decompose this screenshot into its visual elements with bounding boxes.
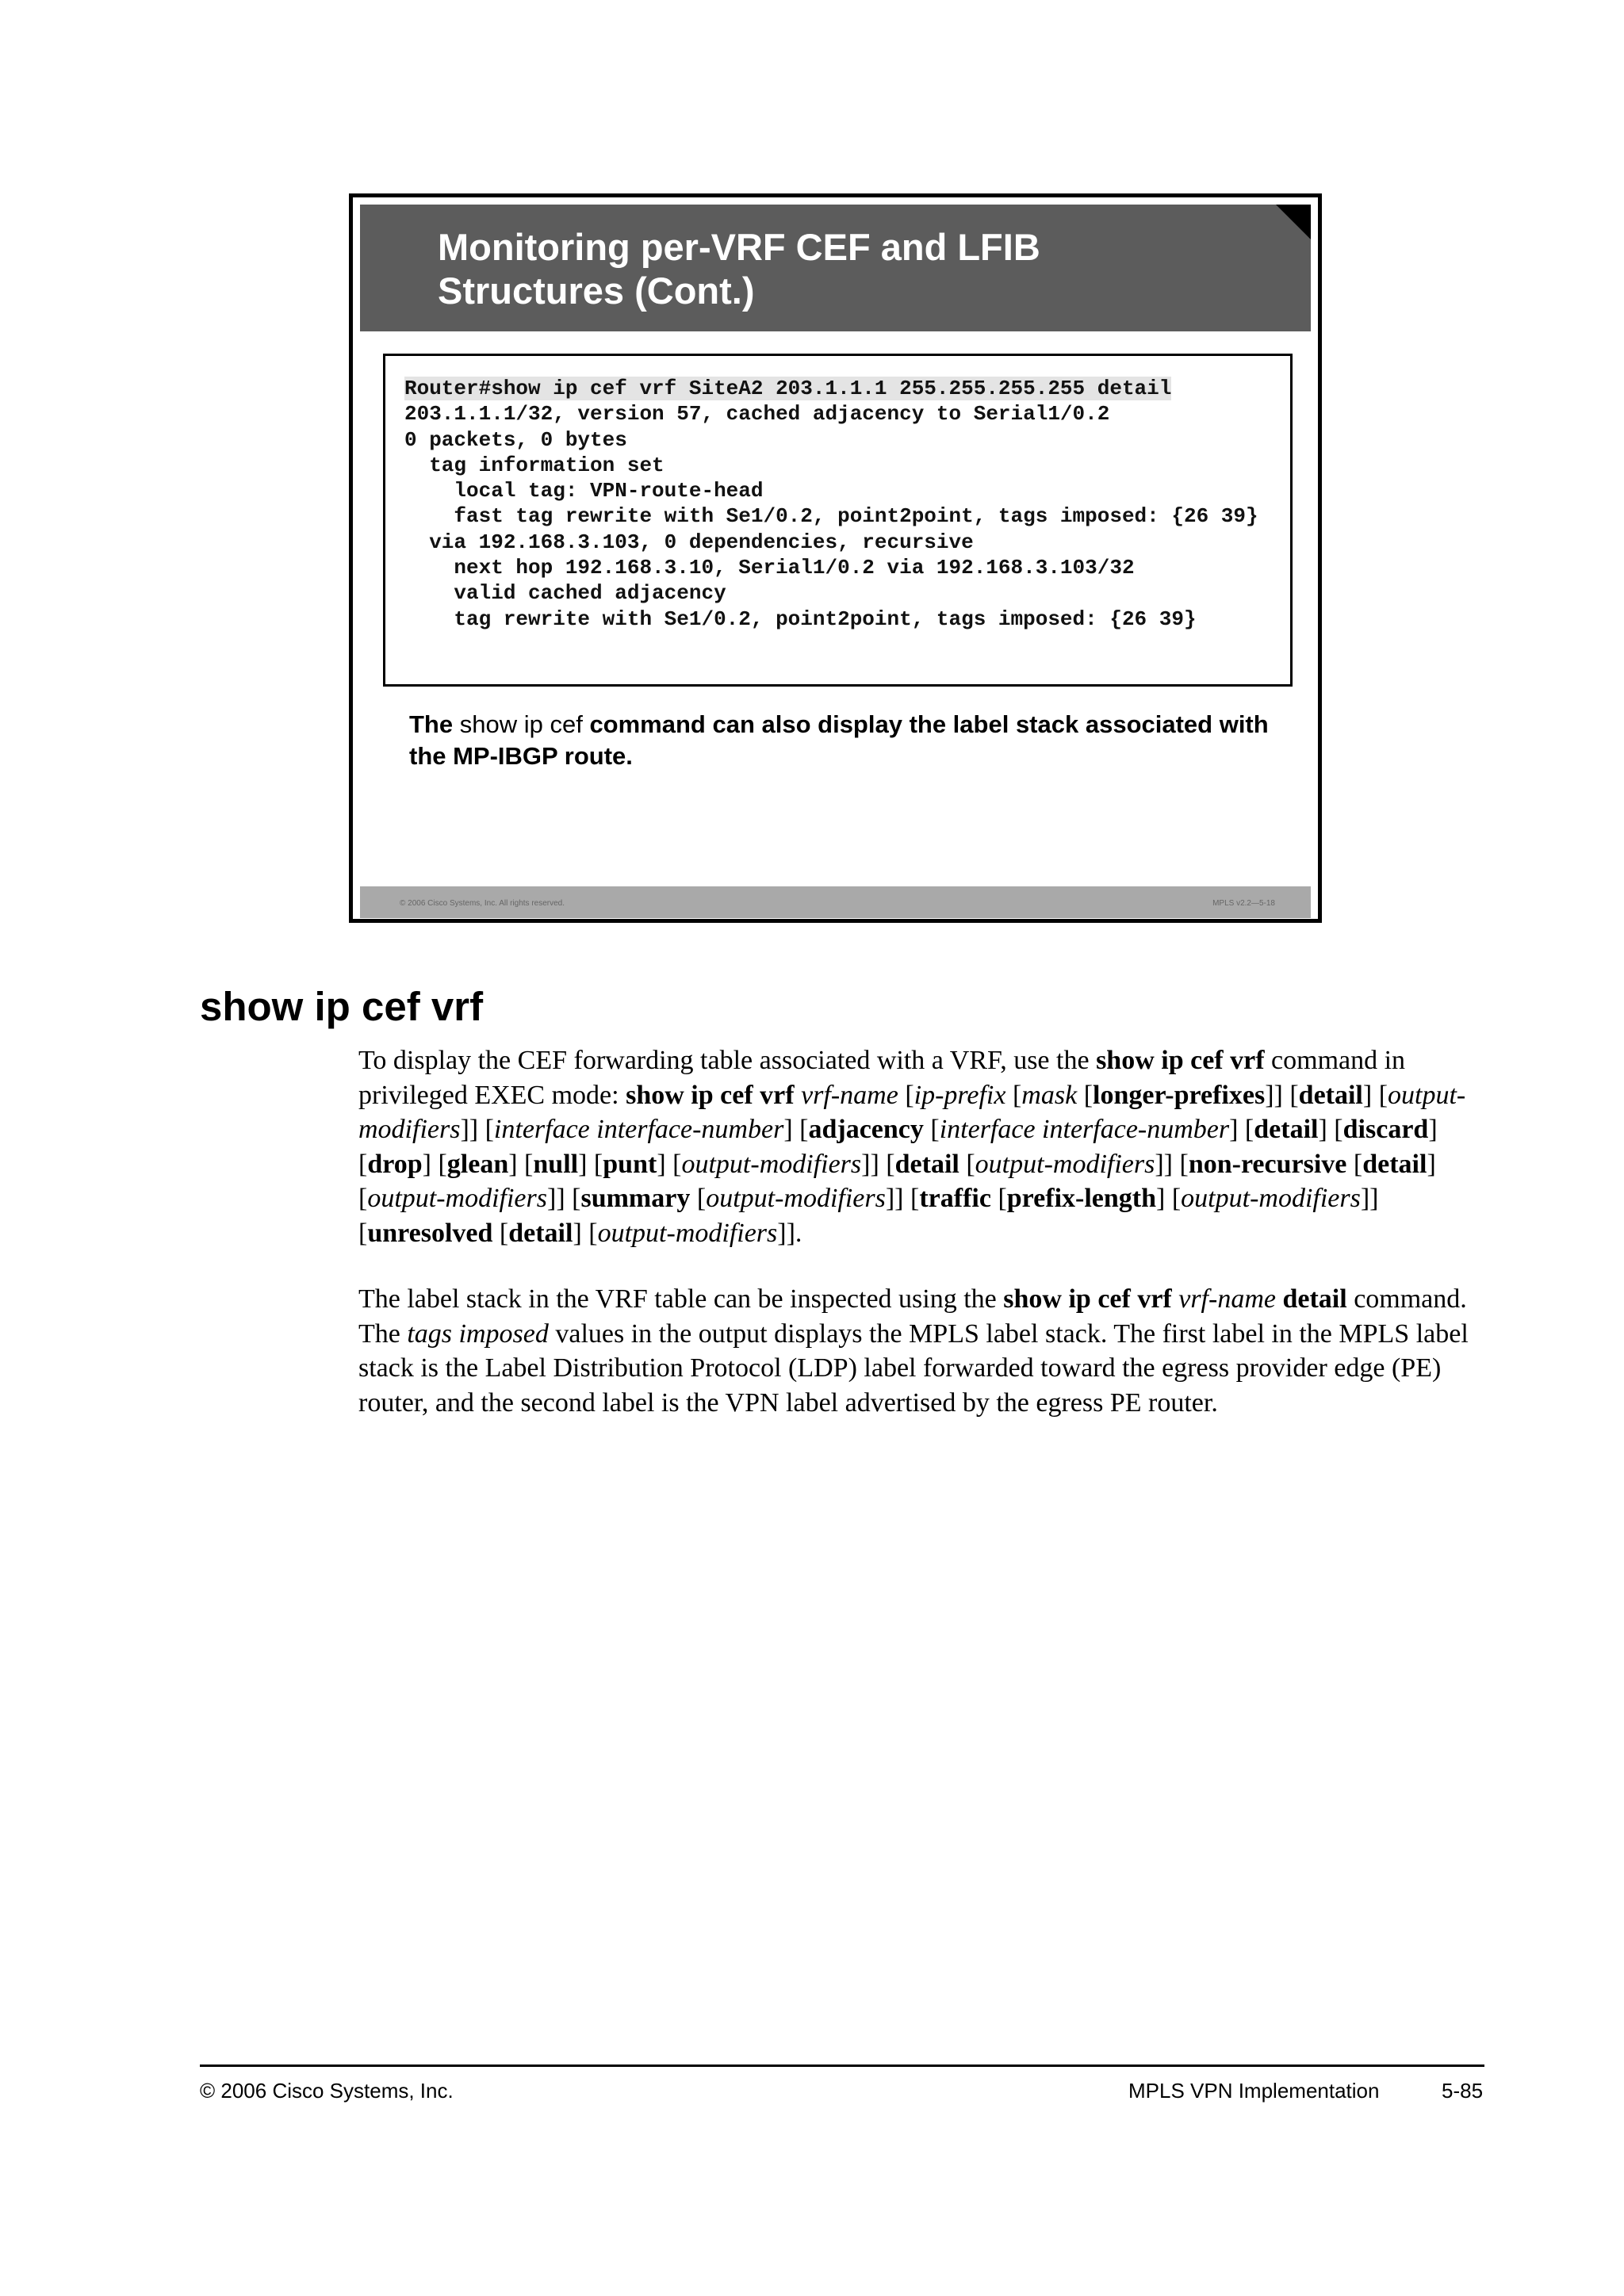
text-run: discard: [1342, 1115, 1429, 1144]
text-run: To display the CEF forwarding table associated with a VRF, use the: [358, 1046, 1097, 1075]
text-run: detail: [1362, 1149, 1427, 1179]
section-heading: show ip cef vrf: [200, 984, 484, 1029]
page-footer-copyright: © 2006 Cisco Systems, Inc.: [200, 2079, 454, 2103]
text-run: ]] [: [885, 1184, 920, 1213]
paragraph-label-stack: [358, 1282, 1484, 1420]
text-run: ] [: [578, 1149, 603, 1179]
text-run: ] [: [1318, 1115, 1343, 1144]
text-run: traffic: [919, 1184, 991, 1213]
text-run: output-modifiers: [1181, 1184, 1361, 1213]
code-output: [404, 376, 1258, 632]
text-run: ] [: [1229, 1115, 1254, 1144]
text-run: ] [: [1362, 1080, 1388, 1110]
text-run: null: [533, 1149, 579, 1179]
text-run: ]] [: [358, 1184, 1379, 1248]
slide-header: [360, 205, 1311, 331]
text-run: mask: [1021, 1080, 1078, 1110]
text-run: ]] [: [1155, 1149, 1189, 1179]
slide-footer-copyright: © 2006 Cisco Systems, Inc. All rights reserved.: [400, 899, 565, 908]
text-run: ] [: [358, 1149, 1436, 1213]
code-line: valid cached adjacency: [404, 581, 726, 606]
text-run: tags imposed: [407, 1318, 549, 1349]
code-line: tag rewrite with Se1/0.2, point2point, tags imposed: {26 39}: [404, 607, 1197, 631]
text-run: command in privileged EXEC mode:: [358, 1046, 1406, 1110]
text-run: detail: [1254, 1115, 1319, 1144]
code-line: tag information set: [404, 453, 665, 477]
text-run: show ip cef vrf: [1096, 1046, 1265, 1075]
text-run: show ip cef vrf: [1003, 1284, 1172, 1314]
page-footer-title: MPLS VPN Implementation: [1128, 2079, 1380, 2103]
text-run: [: [1077, 1080, 1094, 1110]
text-run: [: [959, 1149, 975, 1179]
text-run: output-modifiers: [975, 1149, 1155, 1179]
text-run: [1172, 1284, 1179, 1314]
text-run: ip-prefix: [914, 1080, 1006, 1110]
footer-rule: [200, 2064, 1484, 2067]
page-number: 5-85: [1442, 2079, 1484, 2103]
text-run: show ip cef vrf: [626, 1080, 795, 1110]
code-line: 0 packets, 0 bytes: [404, 427, 627, 452]
text-run: detail: [508, 1218, 573, 1248]
text-run: The label stack in the VRF table can be inspected using the: [358, 1284, 1004, 1314]
text-run: prefix-length: [1006, 1184, 1157, 1213]
slide-title-line2: Structures (Cont.): [438, 270, 755, 312]
slide-footer-id: MPLS v2.2—5-18: [1212, 899, 1275, 908]
slide-title-line1: Monitoring per-VRF CEF and LFIB: [438, 226, 1040, 268]
caption-part3: command can also display the label stack associated with the MP-IBGP route.: [409, 710, 1269, 770]
code-line: local tag: VPN-route-head: [404, 479, 764, 503]
text-run: [: [492, 1218, 509, 1248]
code-line: next hop 192.168.3.10, Serial1/0.2 via 192.168.3.103/32: [404, 556, 1135, 580]
text-run: ]] [: [1265, 1080, 1299, 1110]
text-run: summary: [580, 1184, 691, 1213]
text-run: values in the output displays the MPLS label stack. The first label in the MPLS label stack is the Label Distribution Protocol (LDP) label forwarded toward the egress provider edge (PE) router, and the second label is the VPN label advertised by the egress PE router.: [358, 1318, 1469, 1418]
text-run: vrf-name: [801, 1080, 898, 1110]
text-run: command. The: [358, 1284, 1467, 1349]
slide-title: [438, 225, 1216, 312]
text-run: output-modifiers: [706, 1184, 886, 1213]
code-output-box: [383, 354, 1293, 687]
text-run: longer-prefixes: [1093, 1080, 1266, 1110]
text-run: unresolved: [367, 1218, 493, 1248]
text-run: detail: [1282, 1284, 1347, 1314]
text-run: ] [: [422, 1149, 447, 1179]
text-run: detail: [894, 1149, 959, 1179]
text-run: detail: [1298, 1080, 1363, 1110]
text-run: interface interface-number: [493, 1115, 784, 1144]
caption-part2: show ip cef: [453, 710, 590, 738]
code-line: 203.1.1.1/32, version 57, cached adjacency to Serial1/0.2: [404, 402, 1110, 427]
text-run: interface interface-number: [939, 1115, 1230, 1144]
text-run: ] [: [657, 1149, 682, 1179]
text-run: adjacency: [808, 1115, 924, 1144]
code-line: Router#show ip cef vrf SiteA2 203.1.1.1 255.255.255.255 detail: [404, 377, 1172, 400]
text-run: non-recursive: [1188, 1149, 1347, 1179]
text-run: ] [: [358, 1115, 1438, 1179]
text-run: output-modifiers: [367, 1184, 547, 1213]
text-run: ]].: [777, 1218, 802, 1248]
slide-caption: [409, 709, 1281, 772]
text-run: drop: [367, 1149, 423, 1179]
text-run: [795, 1081, 802, 1110]
text-run: output-modifiers: [681, 1149, 862, 1179]
text-run: vrf-name: [1178, 1284, 1276, 1314]
text-run: ] [: [573, 1218, 598, 1248]
text-run: ] [: [783, 1115, 809, 1144]
text-run: ]] [: [547, 1184, 581, 1213]
text-run: [: [1005, 1080, 1022, 1110]
text-run: [: [898, 1080, 914, 1110]
text-run: [: [1346, 1149, 1363, 1179]
code-line: fast tag rewrite with Se1/0.2, point2point, tags imposed: {26 39}: [404, 504, 1258, 529]
caption-part1: The: [409, 710, 454, 738]
text-run: ] [: [1156, 1184, 1182, 1213]
paragraph-command-syntax: [358, 1043, 1484, 1250]
slide-figure: [349, 193, 1322, 923]
text-run: punt: [603, 1149, 657, 1179]
slide-corner-decoration: [1276, 205, 1311, 239]
text-run: ] [: [508, 1149, 534, 1179]
slide-footer: [360, 886, 1311, 918]
text-run: [: [990, 1184, 1007, 1213]
text-run: ]] [: [460, 1115, 494, 1144]
text-run: glean: [446, 1149, 509, 1179]
text-run: ]] [: [861, 1149, 895, 1179]
code-line: via 192.168.3.103, 0 dependencies, recursive: [404, 530, 974, 554]
text-run: [: [923, 1115, 940, 1144]
text-run: [: [690, 1184, 707, 1213]
text-run: output-modifiers: [597, 1218, 778, 1248]
text-run: output-modifiers: [358, 1080, 1466, 1144]
